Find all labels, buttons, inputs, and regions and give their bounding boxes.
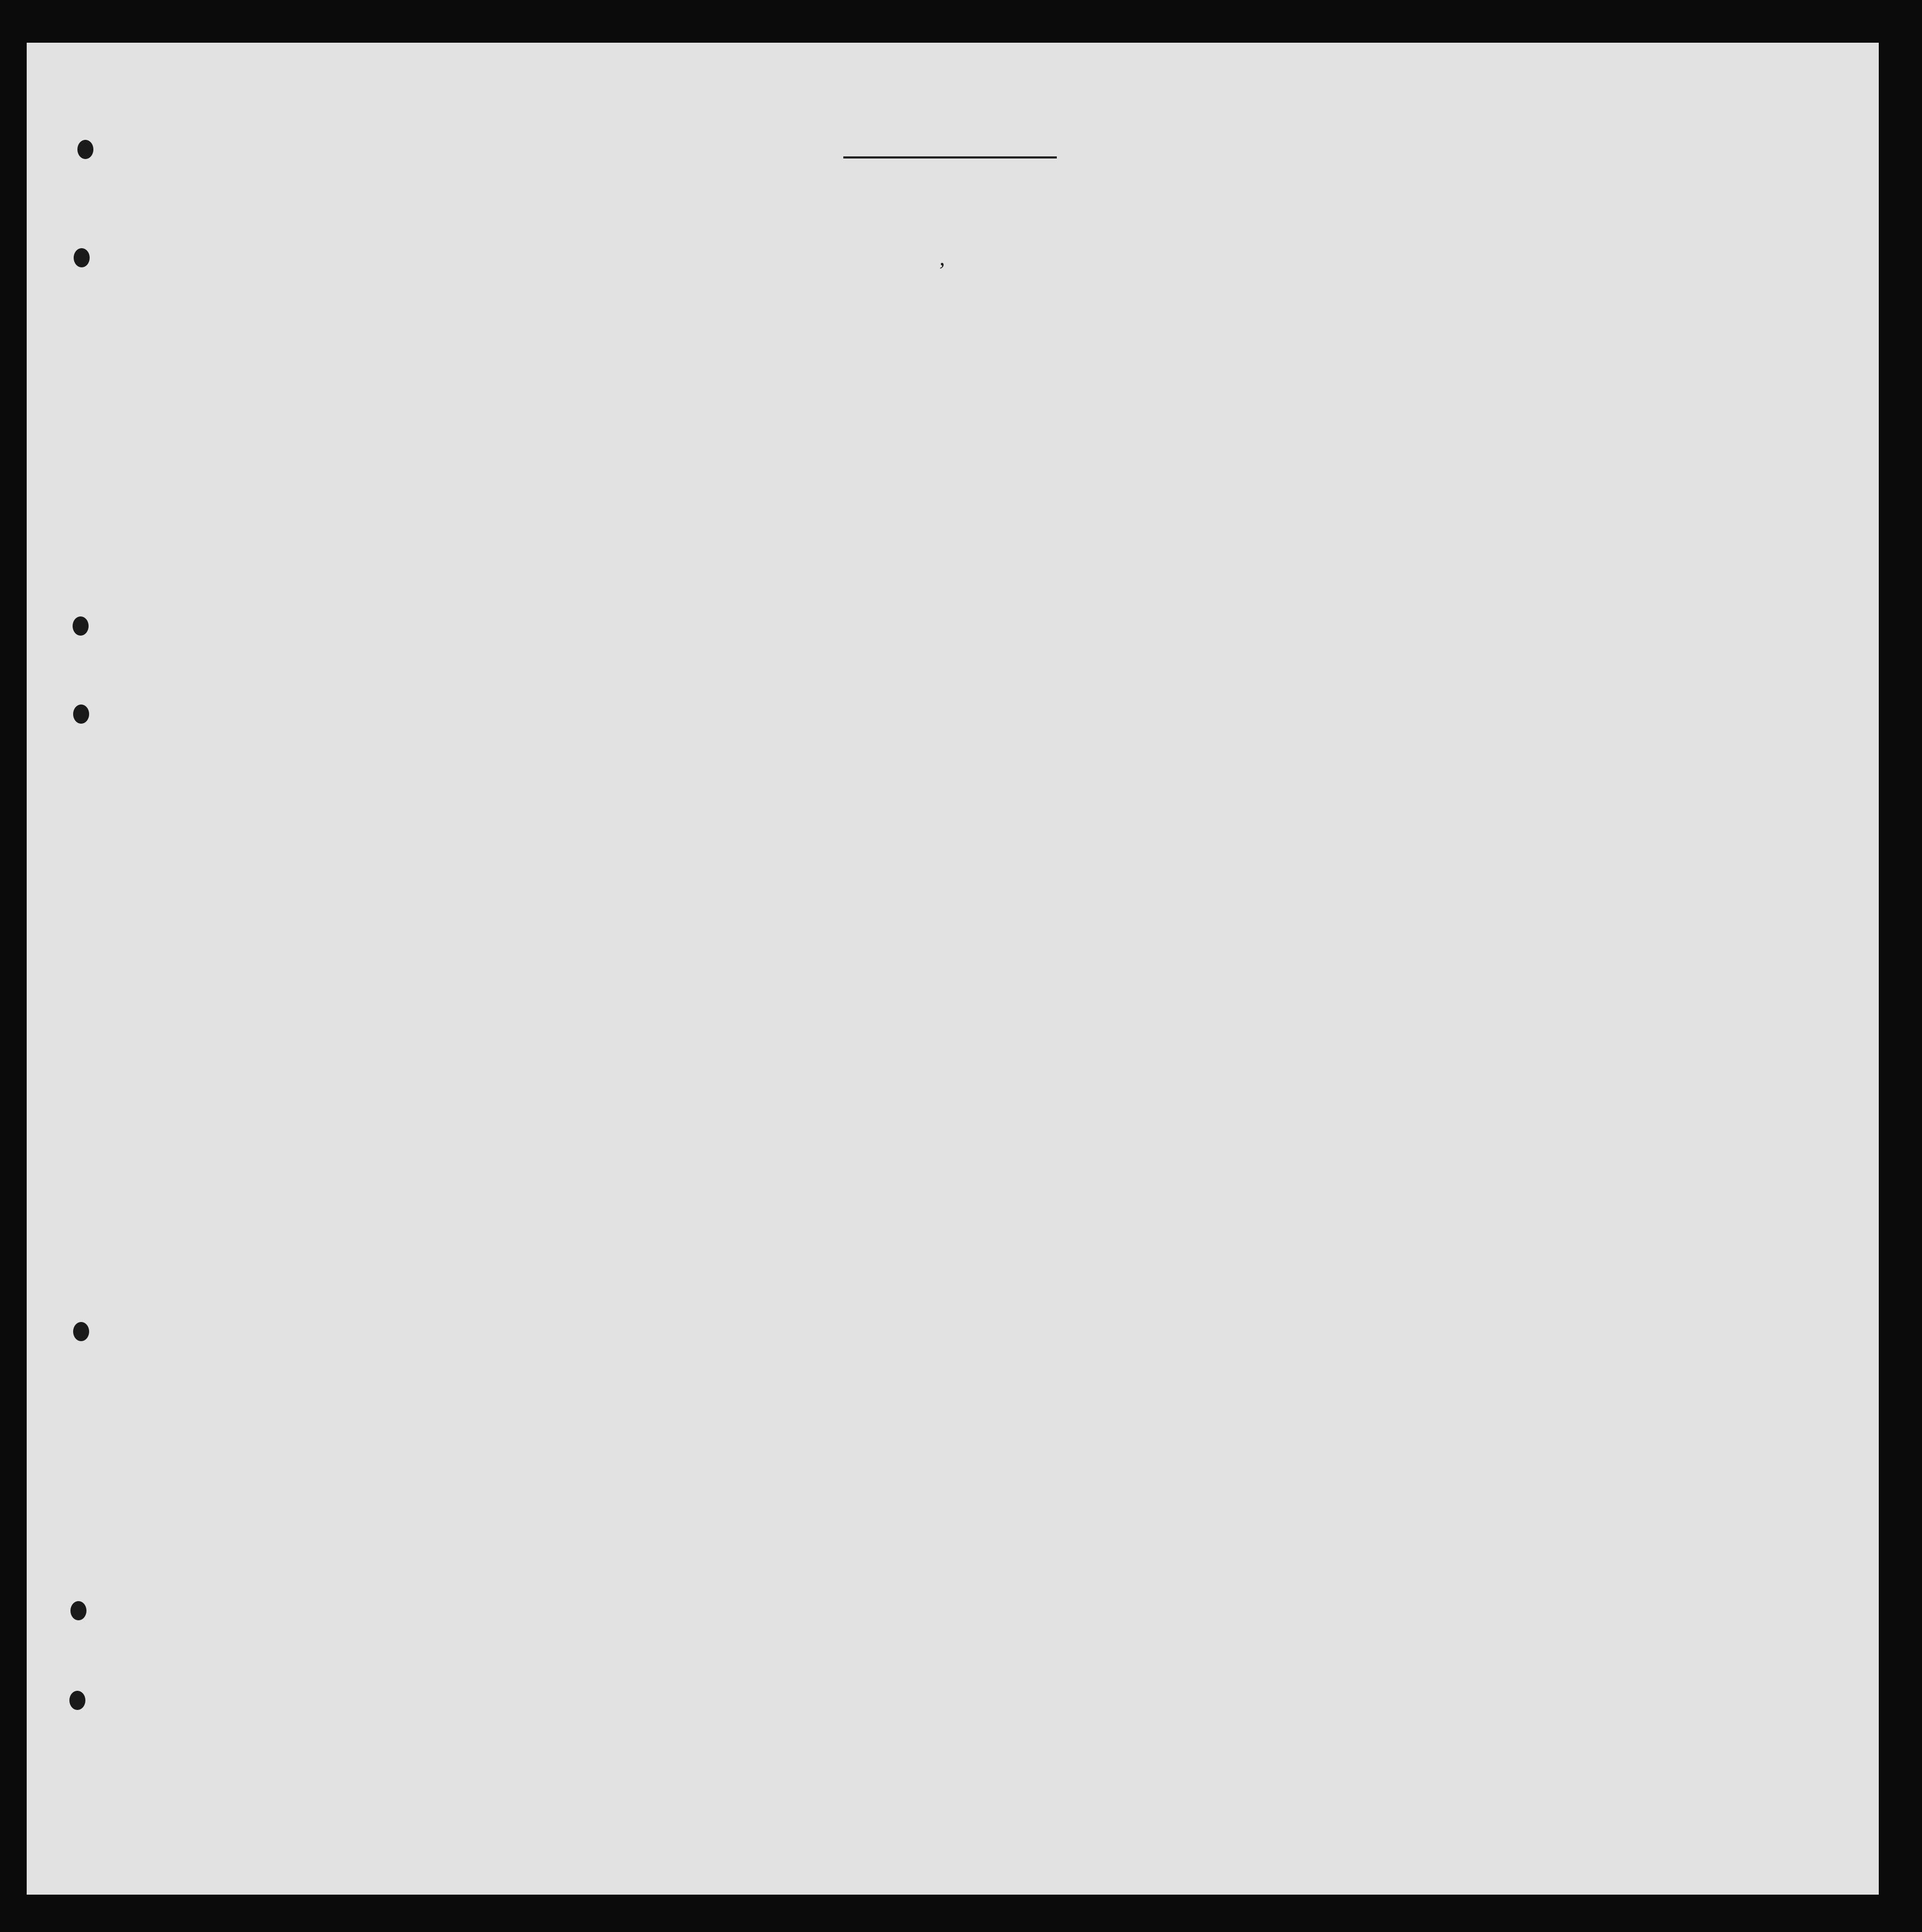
punch-hole xyxy=(73,616,89,636)
title-underline xyxy=(843,156,1057,159)
manifest-sheet xyxy=(27,43,1879,1895)
punch-hole xyxy=(74,248,90,267)
punch-hole xyxy=(69,1691,85,1710)
punch-hole xyxy=(73,1322,89,1341)
punch-hole xyxy=(77,140,93,159)
punch-hole xyxy=(73,704,89,724)
punch-hole xyxy=(70,1601,86,1620)
